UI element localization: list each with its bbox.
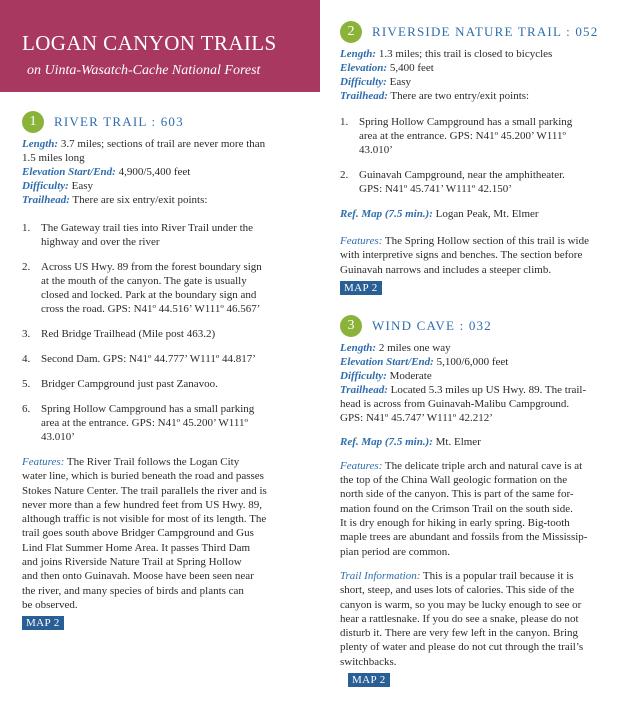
trail-heading bbox=[340, 20, 616, 44]
ref-map-line: Ref. Map (7.5 min.): Logan Peak, Mt. Elmer bbox=[340, 208, 539, 220]
page-subtitle: on Uinta-Wasatch-Cache National Forest bbox=[27, 63, 261, 78]
difficulty-line: Difficulty: Easy bbox=[340, 76, 411, 88]
features-paragraph: Features: The Spring Hollow section of this trail is wide with interpretive signs and benches. The section before Guinavah narrows and includes a steeper climb. bbox=[340, 235, 589, 276]
features-paragraph: Features: The delicate triple arch and natural cave is at the top of the China Wall geologic formation on the north side of the canyon. This is part of the same for- mation found on the Crimson Trail on the south side. It is dry enough for hiking in early spring. Big-tooth maple trees are abundant and fossils from the Mississip- pian period are common. bbox=[340, 459, 588, 558]
list-item: 6. Spring Hollow Campground has a small parking area at the entrance. GPS: N41º 45.200’ W111º 43.010’ bbox=[22, 403, 255, 443]
trail-title: RIVER TRAIL : 603 bbox=[54, 114, 184, 129]
map-badge: MAP 2 bbox=[22, 616, 64, 630]
elevation-line: Elevation: 5,400 feet bbox=[340, 62, 434, 74]
list-item: 1. Spring Hollow Campground has a small parking area at the entrance. GPS: N41º 45.200’ W111º 43.010’ bbox=[340, 116, 573, 156]
elevation-line: Elevation Start/End: 4,900/5,400 feet bbox=[22, 166, 191, 178]
trail-title: WIND CAVE : 032 bbox=[372, 317, 492, 333]
list-item: 5. Bridger Campground just past Zanavoo. bbox=[22, 378, 218, 390]
right-column bbox=[340, 20, 616, 688]
trailhead-line-cont: head is across from Guinavah-Malibu Campground. bbox=[340, 397, 570, 410]
title-banner bbox=[0, 0, 320, 92]
trail-number-badge: 2 bbox=[340, 21, 362, 43]
difficulty-line: Difficulty: Moderate bbox=[340, 369, 432, 382]
elevation-line: Elevation Start/End: 5,100/6,000 feet bbox=[340, 355, 509, 368]
entry-points-list bbox=[340, 115, 616, 196]
list-item: 2. Across US Hwy. 89 from the forest boundary sign at the mouth of the canyon. The gate is usually closed and locked. Park at the boundary sign and cross the road. GPS: N41º 44.516’ W111º 46.567’ bbox=[22, 261, 262, 315]
list-item: 3. Red Bridge Trailhead (Mile post 463.2) bbox=[22, 328, 216, 340]
trailhead-line: Trailhead: There are two entry/exit points: bbox=[340, 90, 530, 102]
entry-points-list bbox=[22, 221, 294, 444]
riverside-trail-section bbox=[340, 20, 616, 296]
trail-heading bbox=[340, 314, 616, 338]
trail-heading bbox=[22, 110, 294, 134]
map-badge: MAP 2 bbox=[340, 281, 382, 295]
length-line: Length: 3.7 miles; sections of trail are never more than bbox=[22, 138, 266, 150]
trail-title: RIVERSIDE NATURE TRAIL : 052 bbox=[372, 24, 599, 39]
features-paragraph: Features: The River Trail follows the Logan City water line, which is buried beneath the road and passes Stokes Nature Center. The trail parallels the river and is never more than a few hundred feet from US Hwy. 89, although traffic is not visible for most of its length. The trail goes south above Bridger Campground and Gus Lind Flat Summer Home Area. It passes Third Dam and joins Riverside Nature Trail at Spring Hollow and then onto Guinavah. Moose have been seen near the river, and many species of birds and plants can be observed. bbox=[22, 456, 267, 611]
list-item: 2. Guinavah Campground, near the amphitheater. GPS: N41º 45.741’ W111º 42.150’ bbox=[340, 169, 565, 195]
list-item: 4. Second Dam. GPS: N41º 44.777’ W111º 44.817’ bbox=[22, 353, 256, 365]
gps-line: GPS: N41º 45.747’ W111º 42.212’ bbox=[340, 411, 493, 424]
ref-map-line: Ref. Map (7.5 min.): Mt. Elmer bbox=[340, 435, 481, 448]
trail-number-badge: 3 bbox=[340, 315, 362, 337]
page-title: LOGAN CANYON TRAILS bbox=[22, 31, 277, 55]
difficulty-line: Difficulty: Easy bbox=[22, 180, 93, 192]
trail-number-badge: 1 bbox=[22, 111, 44, 133]
list-item: 1. The Gateway trail ties into River Trail under the highway and over the river bbox=[22, 222, 254, 248]
wind-cave-section bbox=[340, 314, 616, 688]
trailhead-line: Trailhead: Located 5.3 miles up US Hwy. 89. The trail- bbox=[340, 383, 587, 396]
map-badge: MAP 2 bbox=[348, 673, 390, 687]
length-line: Length: 2 miles one way bbox=[340, 341, 451, 354]
length-line: Length: 1.3 miles; this trail is closed to bicycles bbox=[340, 48, 553, 60]
river-trail-section bbox=[22, 110, 294, 631]
trail-info-paragraph: Trail Information: This is a popular trail because it is short, steep, and uses lots of calories. This side of the canyon is warm, so you may be lucky enough to see or hear a rattlesnake. If you do see a snake, please do not disturb it. There are very few left in the canyon. Bring plenty of water and please do not cut through the trail’s switchbacks. bbox=[340, 569, 584, 668]
trailhead-line: Trailhead: There are six entry/exit points: bbox=[22, 194, 208, 206]
length-line-cont: 1.5 miles long bbox=[22, 152, 85, 164]
